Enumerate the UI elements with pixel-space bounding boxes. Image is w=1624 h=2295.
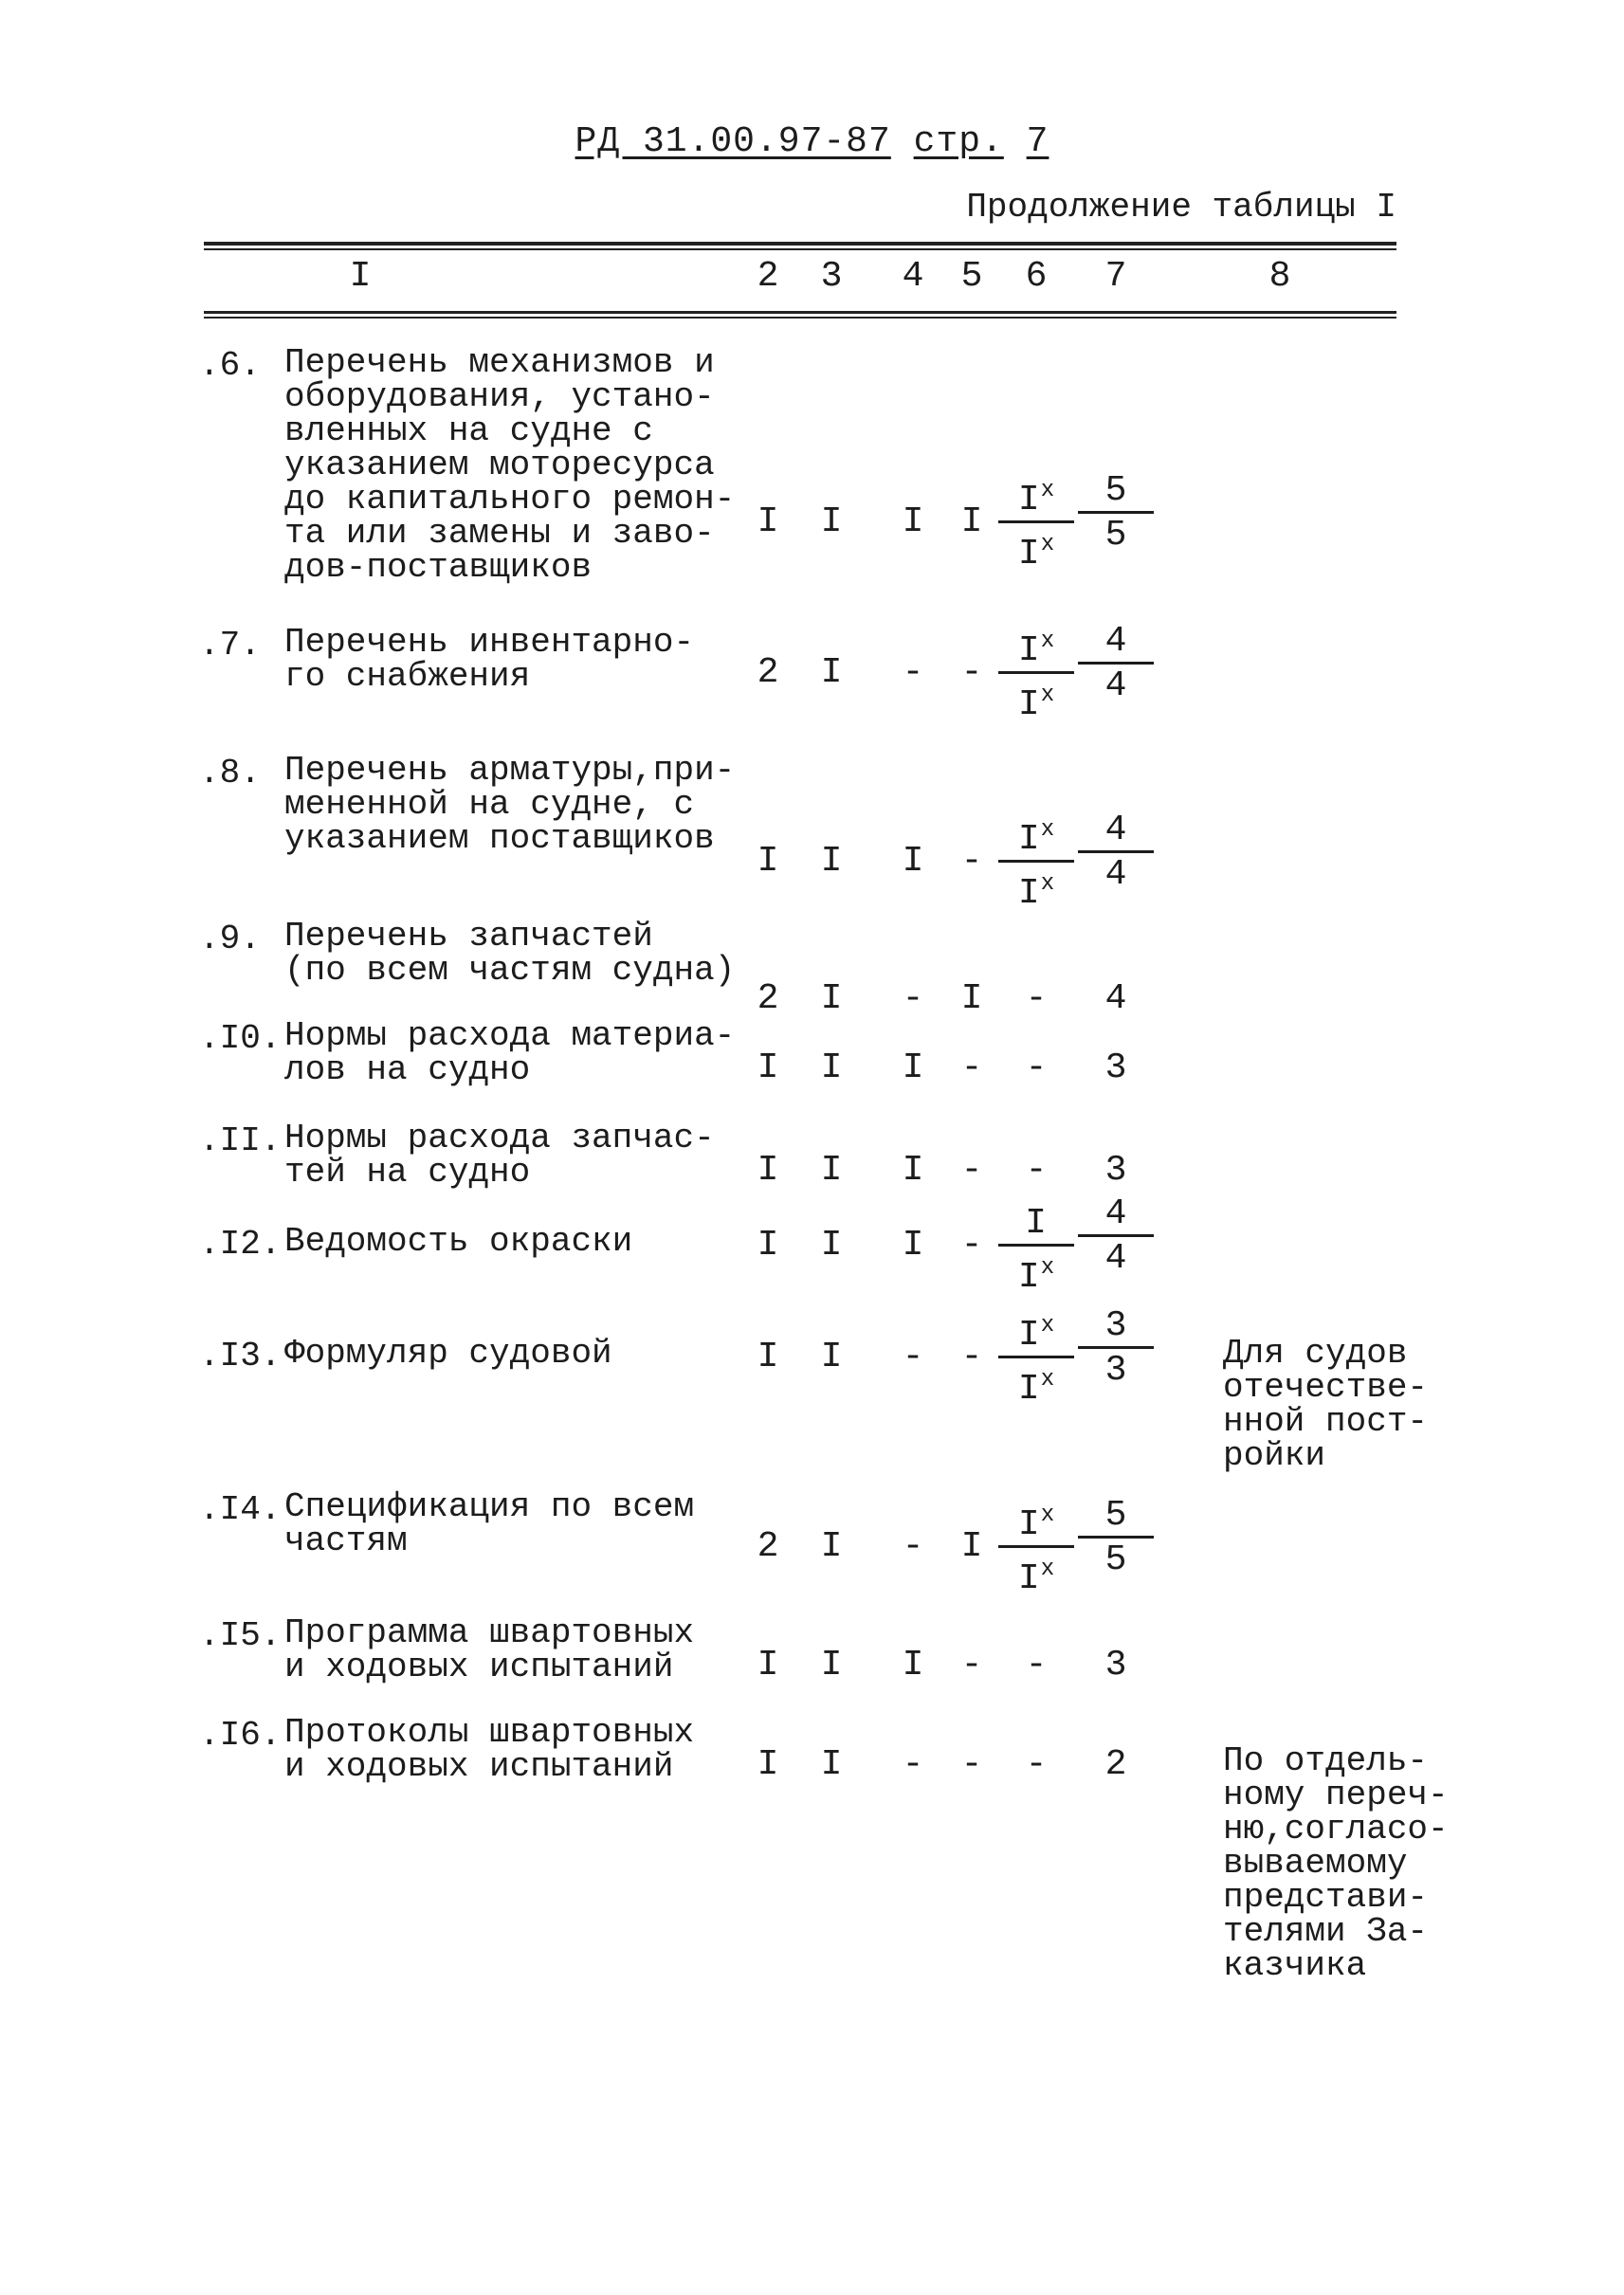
- cell-col-3: I: [820, 841, 843, 882]
- cell-col-6-fraction: [998, 1498, 1074, 1597]
- cell-col-7-fraction: [1078, 812, 1154, 893]
- cell-col-6-fraction: [998, 473, 1074, 573]
- cell-col-5: -: [960, 1047, 983, 1088]
- fraction-denominator: [998, 1358, 1074, 1408]
- cell-col-2: I: [757, 1337, 779, 1377]
- cell-col-4: -: [902, 1337, 924, 1377]
- fraction-numerator: 5: [1078, 473, 1154, 514]
- cell-col-2: I: [757, 841, 779, 882]
- cell-col-3: I: [820, 1645, 843, 1685]
- numerator-superscript: x: [1040, 1503, 1055, 1528]
- table-top-rule-thin: [204, 248, 1396, 250]
- denominator-superscript: x: [1040, 871, 1055, 897]
- cell-col-6: -: [1025, 1047, 1048, 1088]
- fraction-denominator: [998, 1247, 1074, 1296]
- fraction-numerator: [998, 1498, 1074, 1548]
- cell-col-6: -: [1025, 978, 1048, 1019]
- cell-col-2: 2: [757, 1526, 779, 1567]
- cell-col-7-fraction: [1078, 621, 1154, 706]
- row-title: Ведомость окраски: [284, 1222, 633, 1261]
- row-title: Формуляр судовой: [284, 1334, 612, 1373]
- cell-col-5: -: [960, 841, 983, 882]
- fraction-numerator: [998, 812, 1074, 863]
- cell-col-4: -: [902, 652, 924, 693]
- cell-col-6-fraction: [998, 1196, 1074, 1296]
- numerator-value: I: [1017, 480, 1040, 520]
- denominator-superscript: x: [1040, 683, 1055, 708]
- cell-col-2: I: [757, 1645, 779, 1685]
- row-title: Протоколы швартовных и ходовых испытаний: [284, 1713, 695, 1786]
- row-number: .9.: [199, 920, 261, 958]
- cell-col-6-fraction: [998, 1308, 1074, 1408]
- fraction-numerator: 3: [1078, 1308, 1154, 1349]
- cell-col-6-fraction: [998, 812, 1074, 912]
- cell-col-8-note: Для судов отечестве- нной пост- ройки: [1223, 1334, 1429, 1475]
- cell-col-7: 2: [1104, 1744, 1127, 1785]
- cell-col-2: 2: [757, 978, 779, 1019]
- cell-col-6: -: [1025, 1645, 1048, 1685]
- cell-col-7-fraction: [1078, 1193, 1154, 1279]
- cell-col-7-fraction: [1078, 1305, 1154, 1391]
- cell-col-5: -: [960, 1645, 983, 1685]
- cell-col-4: I: [902, 501, 924, 542]
- numerator-value: I: [1017, 630, 1040, 671]
- numerator-superscript: x: [1040, 478, 1055, 503]
- row-title: Спецификация по всем частям: [284, 1487, 695, 1560]
- cell-col-4: I: [902, 1645, 924, 1685]
- column-header-2: 2: [757, 256, 779, 297]
- numerator-value: I: [1017, 1315, 1040, 1356]
- cell-col-3: I: [820, 1225, 843, 1266]
- fraction-numerator: 4: [1078, 812, 1154, 853]
- fraction-numerator: 4: [1078, 1196, 1154, 1237]
- row-number: .7.: [199, 626, 261, 665]
- row-number: .I6.: [199, 1716, 282, 1755]
- fraction-denominator: 4: [1104, 665, 1127, 706]
- row-number: .6.: [199, 346, 261, 385]
- cell-col-3: I: [820, 1047, 843, 1088]
- cell-col-5: -: [960, 1337, 983, 1377]
- fraction-denominator: [998, 863, 1074, 912]
- cell-col-3: I: [820, 1526, 843, 1567]
- cell-col-6: -: [1025, 1744, 1048, 1785]
- cell-col-7-fraction: [1078, 470, 1154, 556]
- cell-col-5: I: [960, 978, 983, 1019]
- cell-col-7: 3: [1104, 1645, 1127, 1685]
- row-number: .I4.: [199, 1490, 282, 1529]
- fraction-numerator: 5: [1078, 1498, 1154, 1539]
- row-title: Перечень инвентарно- го снабжения: [284, 623, 695, 696]
- cell-col-7: 3: [1104, 1150, 1127, 1191]
- column-header-3: 3: [820, 256, 843, 297]
- denominator-superscript: x: [1040, 1255, 1055, 1281]
- column-header-7: 7: [1104, 256, 1127, 297]
- cell-col-3: I: [820, 1744, 843, 1785]
- numerator-superscript: x: [1040, 817, 1055, 843]
- page-label: стр.: [913, 121, 1004, 162]
- numerator-value: I: [1025, 1203, 1047, 1244]
- denominator-superscript: x: [1040, 1367, 1055, 1393]
- row-number: .8.: [199, 754, 261, 792]
- denominator-value: I: [1017, 684, 1040, 725]
- denominator-value: I: [1017, 1369, 1040, 1410]
- cell-col-5: -: [960, 1225, 983, 1266]
- cell-col-5: -: [960, 1150, 983, 1191]
- document-code: РД 31.00.97-87: [575, 121, 891, 162]
- cell-col-5: I: [960, 501, 983, 542]
- fraction-numerator: [998, 624, 1074, 674]
- column-header-4: 4: [902, 256, 924, 297]
- table-top-rule: [204, 242, 1396, 246]
- cell-col-3: I: [820, 1337, 843, 1377]
- denominator-value: I: [1017, 1257, 1040, 1298]
- table-header-rule-thin: [204, 317, 1396, 319]
- numerator-value: I: [1017, 1504, 1040, 1545]
- numerator-superscript: x: [1040, 628, 1055, 654]
- cell-col-8-note: По отдель- ному переч- ню,согласо- вываемому представи- телями За- казчика: [1223, 1741, 1449, 1985]
- fraction-numerator: [998, 1196, 1074, 1247]
- cell-col-5: -: [960, 1744, 983, 1785]
- cell-col-7: 3: [1104, 1047, 1127, 1088]
- denominator-superscript: x: [1040, 532, 1055, 557]
- row-number: .I0.: [199, 1019, 282, 1058]
- cell-col-5: -: [960, 652, 983, 693]
- fraction-denominator: 3: [1104, 1350, 1127, 1391]
- fraction-denominator: [998, 674, 1074, 723]
- row-number: .I2.: [199, 1225, 282, 1264]
- cell-col-4: -: [902, 1526, 924, 1567]
- row-number: .I5.: [199, 1616, 282, 1655]
- denominator-value: I: [1017, 534, 1040, 574]
- cell-col-4: -: [902, 978, 924, 1019]
- fraction-denominator: [998, 523, 1074, 573]
- cell-col-3: I: [820, 978, 843, 1019]
- row-number: .I3.: [199, 1337, 282, 1375]
- row-title: Нормы расхода материа- лов на судно: [284, 1016, 736, 1089]
- column-header-6: 6: [1025, 256, 1048, 297]
- numerator-value: I: [1017, 819, 1040, 860]
- fraction-denominator: [998, 1548, 1074, 1597]
- row-title: Перечень запчастей (по всем частям судна): [284, 917, 736, 990]
- cell-col-2: I: [757, 501, 779, 542]
- fraction-numerator: [998, 1308, 1074, 1358]
- cell-col-4: I: [902, 841, 924, 882]
- fraction-numerator: [998, 473, 1074, 523]
- denominator-superscript: x: [1040, 1557, 1055, 1582]
- row-number: .II.: [199, 1121, 282, 1160]
- cell-col-4: -: [902, 1744, 924, 1785]
- cell-col-4: I: [902, 1047, 924, 1088]
- fraction-denominator: 4: [1104, 1238, 1127, 1279]
- cell-col-3: I: [820, 652, 843, 693]
- row-title: Нормы расхода запчас- тей на судно: [284, 1119, 715, 1192]
- fraction-numerator: 4: [1078, 624, 1154, 665]
- cell-col-5: I: [960, 1526, 983, 1567]
- table-continuation-caption: Продолжение таблицы I: [966, 188, 1396, 227]
- row-title: Программа швартовных и ходовых испытаний: [284, 1613, 695, 1686]
- cell-col-2: I: [757, 1744, 779, 1785]
- cell-col-4: I: [902, 1150, 924, 1191]
- cell-col-3: I: [820, 501, 843, 542]
- cell-col-7-fraction: [1078, 1495, 1154, 1580]
- numerator-superscript: x: [1040, 1313, 1055, 1339]
- cell-col-4: I: [902, 1225, 924, 1266]
- cell-col-2: I: [757, 1047, 779, 1088]
- row-title: Перечень механизмов и оборудования, устано- вленных на судне с указанием моторесурса до капитального ремон- та или замены и заво- дов-поставщиков: [284, 343, 736, 587]
- cell-col-3: I: [820, 1150, 843, 1191]
- column-header-5: 5: [960, 256, 983, 297]
- row-title: Перечень арматуры,при- мененной на судне, с указанием поставщиков: [284, 751, 736, 858]
- fraction-denominator: 4: [1104, 854, 1127, 895]
- cell-col-2: 2: [757, 652, 779, 693]
- cell-col-2: I: [757, 1225, 779, 1266]
- cell-col-6-fraction: [998, 624, 1074, 723]
- page-number: 7: [1026, 121, 1049, 162]
- column-header-1: I: [349, 256, 372, 297]
- cell-col-2: I: [757, 1150, 779, 1191]
- fraction-denominator: 5: [1104, 515, 1127, 556]
- denominator-value: I: [1017, 873, 1040, 914]
- document-header: [0, 121, 1624, 162]
- cell-col-7: 4: [1104, 978, 1127, 1019]
- denominator-value: I: [1017, 1558, 1040, 1599]
- fraction-denominator: 5: [1104, 1539, 1127, 1580]
- table-header-rule: [204, 311, 1396, 314]
- column-header-8: 8: [1268, 256, 1291, 297]
- cell-col-6: -: [1025, 1150, 1048, 1191]
